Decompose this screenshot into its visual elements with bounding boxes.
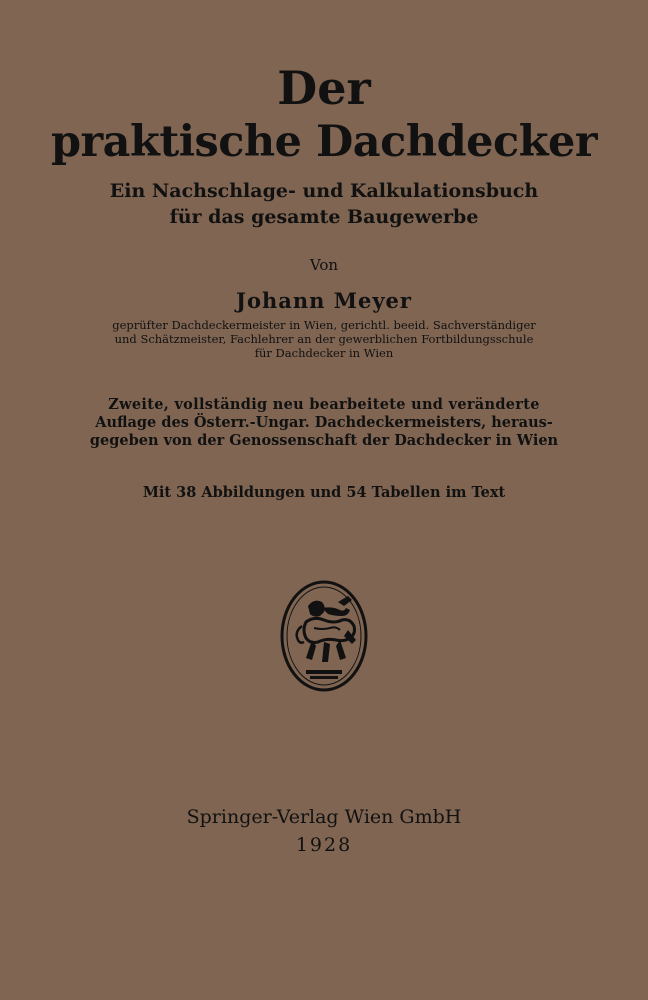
author-credentials-line-3: für Dachdecker in Wien [254,346,394,360]
title-line-1: Der [277,61,371,115]
edition-line-1: Zweite, vollständig neu bearbeitete und veränderte [108,396,540,413]
author-name: Johann Meyer [236,288,412,313]
author-credentials-line-1: geprüfter Dachdeckermeister in Wien, gerichtl. beeid. Sachverständiger [112,318,536,332]
subtitle-line-1: Ein Nachschlage- und Kalkulationsbuch [109,180,539,202]
publication-year: 1928 [295,834,353,856]
subtitle-line-2: für das gesamte Baugewerbe [169,206,479,228]
publisher-name: Springer-Verlag Wien GmbH [186,806,462,828]
title-line-2: praktische Dachdecker [50,117,598,167]
author-credentials-line-2: und Schätzmeister, Fachlehrer an der gewerblichen Fortbildungsschule [114,332,534,346]
edition-line-3: gegeben von der Genossenschaft der Dachdecker in Wien [89,432,559,449]
edition-line-2: Auflage des Österr.-Ungar. Dachdeckermeisters, heraus- [95,414,553,431]
by-label: Von [309,256,339,274]
springer-knight-logo [278,578,370,694]
illustrations-note: Mit 38 Abbildungen und 54 Tabellen im Text [142,484,506,501]
